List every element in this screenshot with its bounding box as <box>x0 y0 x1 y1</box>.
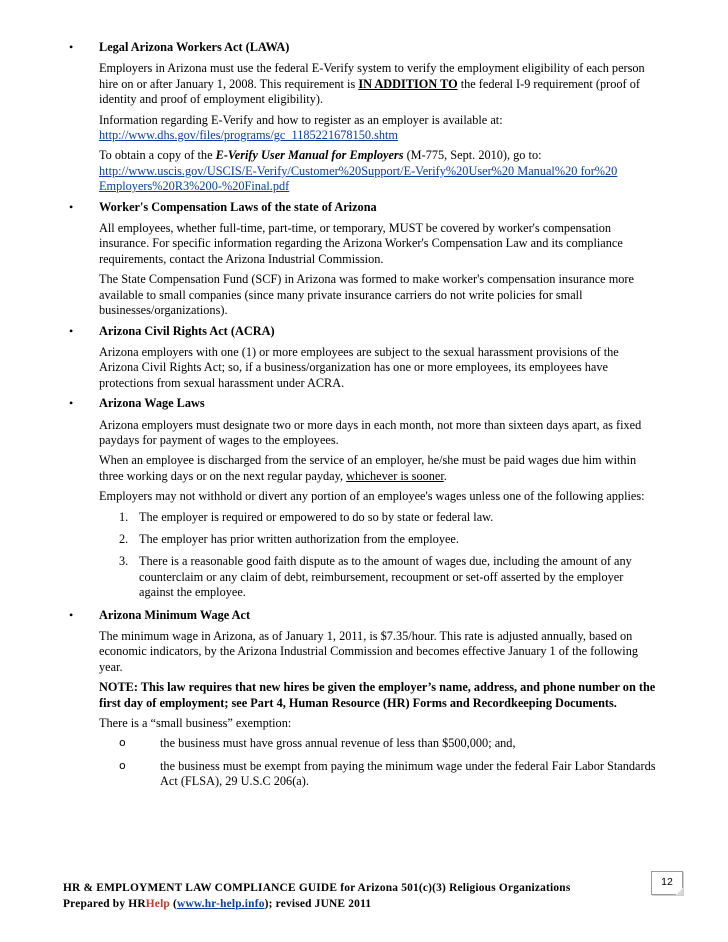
page-number: 12 <box>661 876 673 888</box>
bullet-icon: • <box>69 607 74 622</box>
text-run: ); revised JUNE 2011 <box>264 898 372 910</box>
paragraph <box>99 113 658 144</box>
text-run: Prepared by HR <box>63 898 146 910</box>
page-content <box>66 40 658 797</box>
section-acra <box>66 324 658 392</box>
list-item-text: The employer is required or empowered to do so by state or federal law. <box>139 509 494 524</box>
paragraph: Arizona employers must designate two or more days in each month, not more than sixteen days apart, as fixed paydays for payment of wages to the employees. <box>99 417 642 447</box>
section-lawa <box>66 40 658 195</box>
text-run: (M-775, Sept. 2010), go to: <box>403 148 542 163</box>
underlined-phrase: whichever is sooner <box>346 468 444 483</box>
text-run: When an employee is discharged from the service of an employer, he/she must be paid wages due him within three working days or on the next regular payday, <box>99 453 637 483</box>
bullet-icon: • <box>69 396 74 411</box>
text-run: the federal I-9 requirement (proof of identity and proof of employment eligibility). <box>99 76 640 107</box>
uscis-manual-link[interactable]: http://www.uscis.gov/USCIS/E-Verify/Customer%20Support/E-Verify%20User%20 Manual%20 for%20 Employers%20R3%200-%20Final.pdf <box>99 163 618 194</box>
footer-line-1: HR & EMPLOYMENT LAW COMPLIANCE GUIDE for Arizona 501(c)(3) Religious Organizations <box>63 882 571 894</box>
section-minimum-wage <box>66 608 658 790</box>
text-run: To obtain a copy of the <box>99 148 216 163</box>
list-item <box>119 759 658 790</box>
list-item <box>119 532 658 547</box>
paragraph <box>99 61 658 107</box>
section-title: Arizona Civil Rights Act (ACRA) <box>99 323 275 338</box>
section-title: Legal Arizona Workers Act (LAWA) <box>99 40 290 54</box>
emphasis-in-addition-to: IN ADDITION TO <box>358 76 458 91</box>
text-run: Employers in Arizona must use the federal E-Verify system to verify the employment eligibility of each person hire on or after January 1, 2008. This requirement is <box>99 61 645 91</box>
list-item-text: There is a reasonable good faith dispute as to the amount of wages due, including the amount of any counterclaim or any claim of debt, reimbursement, recoupment or set-off asserted by the employer against the employee. <box>139 554 632 600</box>
hr-help-link[interactable]: www.hr-help.info <box>177 898 265 910</box>
list-item <box>119 554 658 600</box>
section-wage-laws <box>66 396 658 600</box>
dhs-everify-link[interactable]: http://www.dhs.gov/files/programs/gc_1185221678150.shtm <box>99 128 398 143</box>
paragraph: The State Compensation Fund (SCF) in Arizona was formed to make worker's compensation insurance more available to small companies (since many private insurance carriers do not write policies for small businesses/organizations). <box>99 272 634 318</box>
text-run: ( <box>169 898 178 910</box>
text-run: . <box>443 468 447 483</box>
paragraph: The minimum wage in Arizona, as of January 1, 2011, is $7.35/hour. This rate is adjusted annually, based on economic indicators, by the Arizona Industrial Commission and becomes effective January 1 of the following year. <box>99 629 638 674</box>
circle-bullet-icon: o <box>119 758 126 772</box>
list-item <box>119 736 658 751</box>
page-number-box <box>651 871 683 895</box>
list-item-text: The employer has prior written authorization from the employee. <box>139 531 459 546</box>
section-title: Arizona Wage Laws <box>99 396 205 411</box>
list-number: 2. <box>119 531 129 546</box>
paragraph: Employers may not withhold or divert any portion of an employee's wages unless one of the following applies: <box>99 489 645 504</box>
paragraph: All employees, whether full-time, part-time, or temporary, MUST be covered by worker's compensation insurance. For specific information regarding the Arizona Worker's Compensation Law and its compliance requirements, contact the Arizona Industrial Commission. <box>99 221 623 266</box>
paragraph <box>99 453 658 484</box>
footer-line-2 <box>63 896 570 912</box>
paragraph <box>99 148 658 194</box>
section-title: Worker's Compensation Laws of the state of Arizona <box>99 199 377 214</box>
circle-bullet-icon: o <box>119 736 126 750</box>
list-number: 3. <box>119 554 129 569</box>
list-number: 1. <box>119 509 129 524</box>
list-item-text: the business must have gross annual revenue of less than $500,000; and, <box>160 736 516 751</box>
bullet-icon: • <box>69 199 74 214</box>
footer <box>63 880 570 912</box>
note-paragraph: NOTE: This law requires that new hires be given the employer’s name, address, and phone number on the first day of employment; see Part 4, Human Resource (HR) Forms and Recordkeeping Documents. <box>99 680 656 710</box>
text-run: Information regarding E-Verify and how to register as an employer is available at: <box>99 112 503 127</box>
bullet-icon: • <box>69 40 74 54</box>
section-title: Arizona Minimum Wage Act <box>99 607 251 622</box>
manual-title: E-Verify User Manual for Employers <box>215 148 404 163</box>
list-item <box>119 510 658 525</box>
bullet-icon: • <box>69 323 74 338</box>
list-item-text: the business must be exempt from paying the minimum wage under the federal Fair Labor Standards Act (FLSA), 29 U.S.C 206(a). <box>160 758 656 789</box>
brand-help: Help <box>145 898 170 910</box>
paragraph: There is a “small business” exemption: <box>99 716 292 731</box>
paragraph: Arizona employers with one (1) or more employees are subject to the sexual harassment provisions of the Arizona Civil Rights Act; so, if a business/organization has one or more employees, its employees have protections from sexual harassment under ACRA. <box>99 344 619 390</box>
section-workers-comp <box>66 200 658 319</box>
